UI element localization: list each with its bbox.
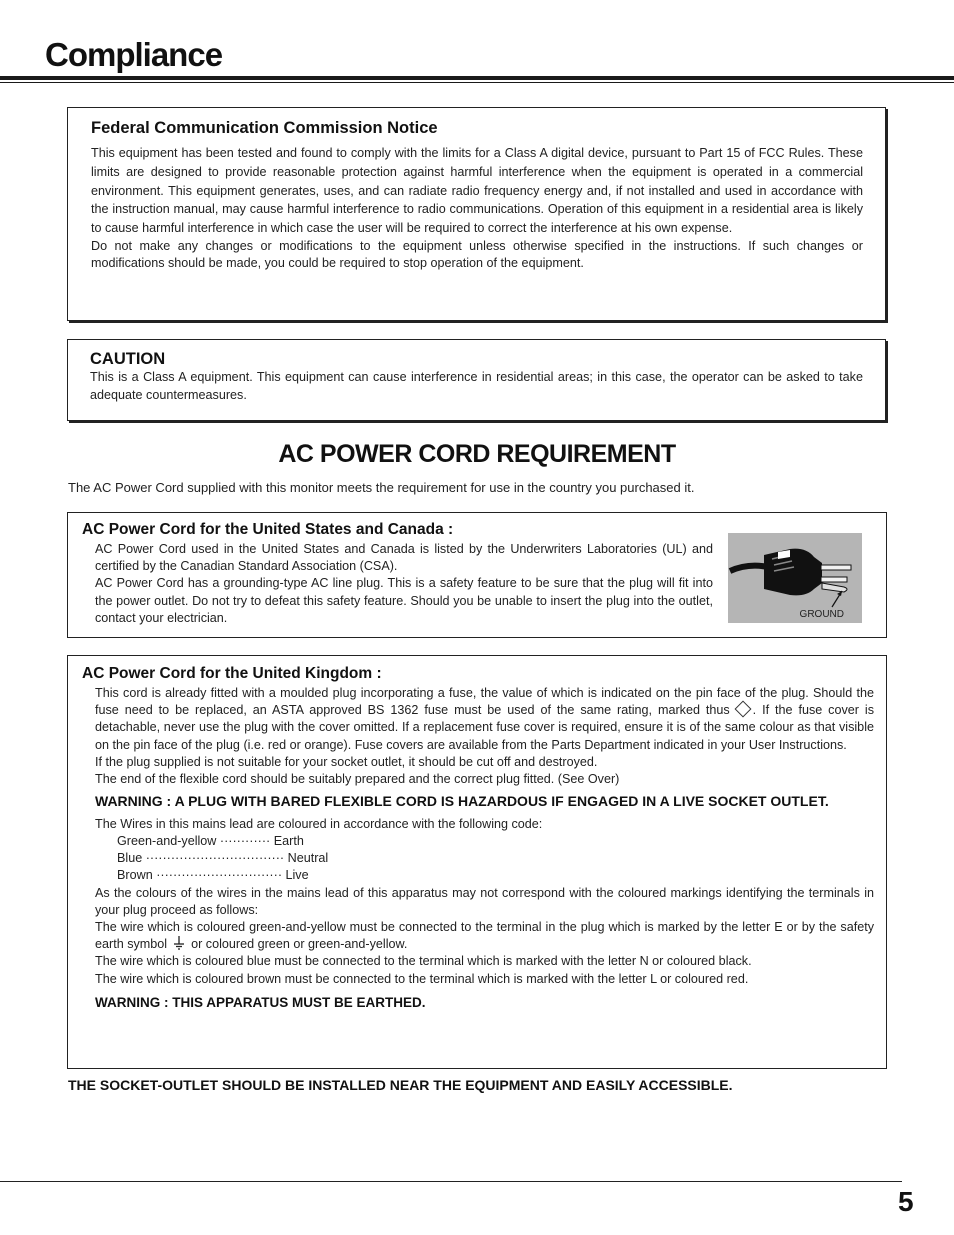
us-canada-body — [95, 541, 713, 627]
grounded-plug-illustration — [728, 533, 862, 623]
uk-paragraph-5 — [95, 919, 874, 953]
us-paragraph-2: AC Power Cord has a grounding-type AC line plug. This is a safety feature to be sure that the plug will fit into the power outlet. Do not try to defeat this safety feature. Should you be unable to insert the plug into the outlet, contact your electrician. — [95, 576, 713, 625]
uk-warning-earthed: WARNING : THIS APPARATUS MUST BE EARTHED. — [95, 994, 426, 1010]
title-rule-thin — [0, 82, 954, 83]
caution-box — [67, 339, 886, 421]
fcc-body — [91, 144, 863, 273]
uk-heading: AC Power Cord for the United Kingdom : — [82, 665, 382, 682]
uk-wires-intro: The Wires in this mains lead are coloured in accordance with the following code: — [95, 816, 543, 831]
uk-box — [67, 655, 887, 1069]
uk-paragraph-5a: The wire which is coloured green-and-yellow must be connected to the terminal in the plug which is marked by the letter E or by the safety earth symbol — [95, 919, 874, 952]
uk-paragraph-1a: This cord is already fitted with a moulded plug incorporating a fuse, the value of which is indicated on the pin face of the plug. Should the fuse need to be replaced, an ASTA approved BS 1362 fuse must be used of the same rating, marked thus — [95, 686, 874, 718]
uk-body — [95, 685, 874, 1016]
uk-paragraph-2: If the plug supplied is not suitable for your socket outlet, it should be cut off and destroyed. — [95, 754, 598, 769]
safety-earth-icon — [173, 936, 185, 950]
page-number: 5 — [898, 1186, 914, 1217]
fcc-notice-box — [67, 107, 886, 321]
section-title: AC POWER CORD REQUIREMENT — [278, 440, 676, 468]
fcc-paragraph-2: Do not make any changes or modifications to the equipment unless otherwise specified in the instructions. If such changes or modifications should be made, you could be required to stop operation of the equipment. — [91, 238, 863, 271]
uk-paragraph-5b: or coloured green or green-and-yellow. — [191, 937, 408, 952]
socket-outlet-note: THE SOCKET-OUTLET SHOULD BE INSTALLED NEAR THE EQUIPMENT AND EASILY ACCESSIBLE. — [68, 1077, 733, 1093]
uk-paragraph-6: The wire which is coloured blue must be connected to the terminal which is marked with the letter N or coloured black. — [95, 954, 752, 969]
uk-paragraph-3: The end of the flexible cord should be suitably prepared and the correct plug fitted. (See Over) — [95, 772, 620, 787]
uk-paragraph-7: The wire which is coloured brown must be connected to the terminal which is marked with the letter L or coloured red. — [95, 971, 749, 986]
wire-code-neutral: Blue ································· Neutral — [117, 851, 329, 866]
title-rule — [0, 76, 954, 80]
uk-paragraph-1b: . If the fuse cover is detachable, never use the plug with the cover omitted. If a replacement fuse cover is required, ensure it is of the same colour as that visible on the pin face of the plug (i.e. red or orange). Fuse covers are available from the Parts Department indicated in your User Instructions. — [95, 703, 874, 752]
uk-warning-bared-cord: WARNING : A PLUG WITH BARED FLEXIBLE CORD IS HAZARDOUS IF ENGAGED IN A LIVE SOCKET OUTLET. — [95, 793, 829, 810]
uk-paragraph-4: As the colours of the wires in the mains lead of this apparatus may not correspond with the coloured markings identifying the terminals in your plug proceed as follows: — [95, 885, 874, 917]
page-title: Compliance — [45, 36, 223, 73]
fcc-heading: Federal Communication Commission Notice — [91, 119, 438, 137]
caution-heading: CAUTION — [90, 350, 166, 368]
us-canada-heading: AC Power Cord for the United States and Canada : — [82, 521, 454, 538]
ground-label: GROUND — [799, 609, 844, 620]
fcc-paragraph-1: This equipment has been tested and found to comply with the limits for a Class A digital device, pursuant to Part 15 of FCC Rules. These limits are designed to provide reasonable protection against harmful interference when the equipment is operated in a commercial environment. This equipment generates, uses, and can radiate radio frequency energy and, if not installed and used in accordance with the instruction manual, may cause harmful interference to radio communications. Operation of this equipment in a residential area is likely to cause harmful interference in which case the user will be required to correct the interference at his own expense. — [91, 146, 863, 236]
footer-rule — [0, 1181, 902, 1182]
section-intro: The AC Power Cord supplied with this monitor meets the requirement for use in the country you purchased it. — [68, 480, 695, 495]
caution-text: This is a Class A equipment. This equipment can cause interference in residential areas; in this case, the operator can be asked to take adequate countermeasures. — [90, 370, 863, 402]
wire-code-earth: Green-and-yellow ············ Earth — [117, 833, 304, 848]
uk-paragraph-1 — [95, 685, 874, 754]
us-paragraph-1: AC Power Cord used in the United States and Canada is listed by the Underwriters Laboratories (UL) and certified by the Canadian Standard Association (CSA). — [95, 542, 713, 574]
wire-code-live: Brown ······························ Live — [117, 868, 309, 883]
bs-fuse-mark-icon — [734, 701, 751, 718]
